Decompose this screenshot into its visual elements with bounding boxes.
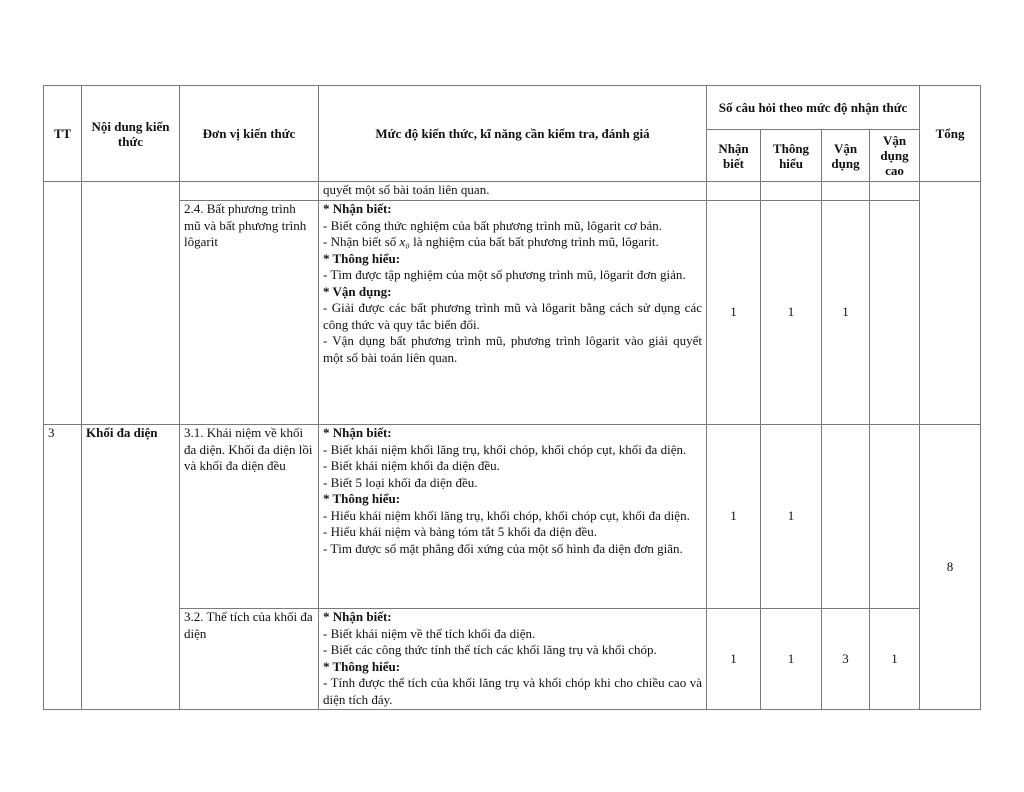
tt-cell: 3 [44,425,82,710]
description-line: - Tìm được tập nghiệm của một số phương trình mũ, lôgarit đơn giản. [323,267,686,282]
description-line [323,234,702,251]
count-nb: 1 [707,201,761,425]
description-line: - Biết khái niệm khối lăng trụ, khối chóp, khối chóp cụt, khối đa diện. [323,441,687,457]
unit-cell: 3.1. Khái niệm về khối đa diện. Khối đa diện lồi và khối đa diện đều [180,425,319,609]
description-line: - Biết 5 loại khối đa diện đều. [323,474,478,490]
unit-cell: 3.2. Thể tích của khối đa diện [180,609,319,710]
count-th: 1 [761,609,822,710]
level-heading: * Thông hiểu: [323,658,401,674]
topic-cell: Khối đa diện [82,425,180,710]
header-van-dung-cao: Vận dụng cao [870,130,920,182]
table-row [44,182,981,201]
description-line: - Biết khái niệm khối đa diện đều. [323,458,500,473]
count-nb: 1 [707,609,761,710]
tt-cell [44,182,82,425]
description-cell [319,182,707,201]
count-vd [822,182,870,201]
count-vd: 1 [822,201,870,425]
header-van-dung: Vận dụng [822,130,870,182]
description-cell [319,425,707,609]
level-heading: * Nhận biết: [323,201,392,216]
count-vdc [870,182,920,201]
description-cell [319,201,707,425]
header-nhan-biet: Nhận biết [707,130,761,182]
count-th [761,182,822,201]
level-heading: * Nhận biết: [323,425,392,440]
description-line: - Biết công thức nghiệm của bất phương trình mũ, lôgarit cơ bản. [323,217,663,233]
count-nb: 1 [707,425,761,609]
table-row [44,609,981,710]
count-th: 1 [761,425,822,609]
description-line: quyết một số bài toán liên quan. [323,182,490,197]
count-vd: 3 [822,609,870,710]
count-vdc: 1 [870,609,920,710]
unit-cell [180,182,319,201]
header-row-1 [44,86,981,130]
description-line: - Hiểu khái niệm khối lăng trụ, khối chóp, khối chóp cụt, khối đa diện. [323,507,690,523]
description-line: - Vận dụng bất phương trình mũ, phương trình lôgarit vào giải quyết một số bài toán liên quan. [323,333,702,365]
count-nb [707,182,761,201]
description-line: - Hiểu khái niệm và bảng tóm tắt 5 khối đa diện đều. [323,524,598,539]
count-th: 1 [761,201,822,425]
description-line: - Tính được thể tích của khối lăng trụ và khối chóp khi cho chiều cao và diện tích đáy. [323,675,702,707]
total-cell: 8 [920,425,981,710]
description-text: - Nhận biết số [323,234,397,249]
count-vdc [870,425,920,609]
count-vdc [870,201,920,425]
description-cell [319,609,707,710]
header-unit: Đơn vị kiến thức [180,86,319,182]
math-x0: x₀ [399,234,410,249]
description-line: - Giải được các bất phương trình mũ và lôgarit bằng cách sử dụng các công thức và quy tắc biến đổi. [323,300,702,332]
assessment-matrix-table [43,85,981,710]
description-line: - Biết các công thức tính thể tích các khối lăng trụ và khối chóp. [323,642,657,657]
description-text: là nghiệm của bất bất phương trình mũ, lôgarit. [413,234,659,249]
description-line: - Tìm được số mặt phẳng đối xứng của một số hình đa diện đơn giãn. [323,540,683,556]
count-vd [822,425,870,609]
level-heading: * Vận dụng: [323,283,392,299]
header-thong-hieu: Thông hiểu [761,130,822,182]
table-row [44,425,981,609]
table-row [44,201,981,425]
header-question-count-group: Số câu hỏi theo mức độ nhận thức [707,86,920,130]
total-cell [920,182,981,425]
header-tt: TT [44,86,82,182]
level-heading: * Thông hiểu: [323,250,401,266]
header-level-description: Mức độ kiến thức, kĩ năng cần kiểm tra, đánh giá [319,86,707,182]
header-content: Nội dung kiến thức [82,86,180,182]
description-line: - Biết khái niệm về thể tích khối đa diện. [323,625,536,641]
topic-cell [82,182,180,425]
unit-cell: 2.4. Bất phương trình mũ và bất phương trình lôgarit [180,201,319,425]
level-heading: * Thông hiểu: [323,491,401,506]
level-heading: * Nhận biết: [323,609,392,624]
header-total: Tổng [920,86,981,182]
